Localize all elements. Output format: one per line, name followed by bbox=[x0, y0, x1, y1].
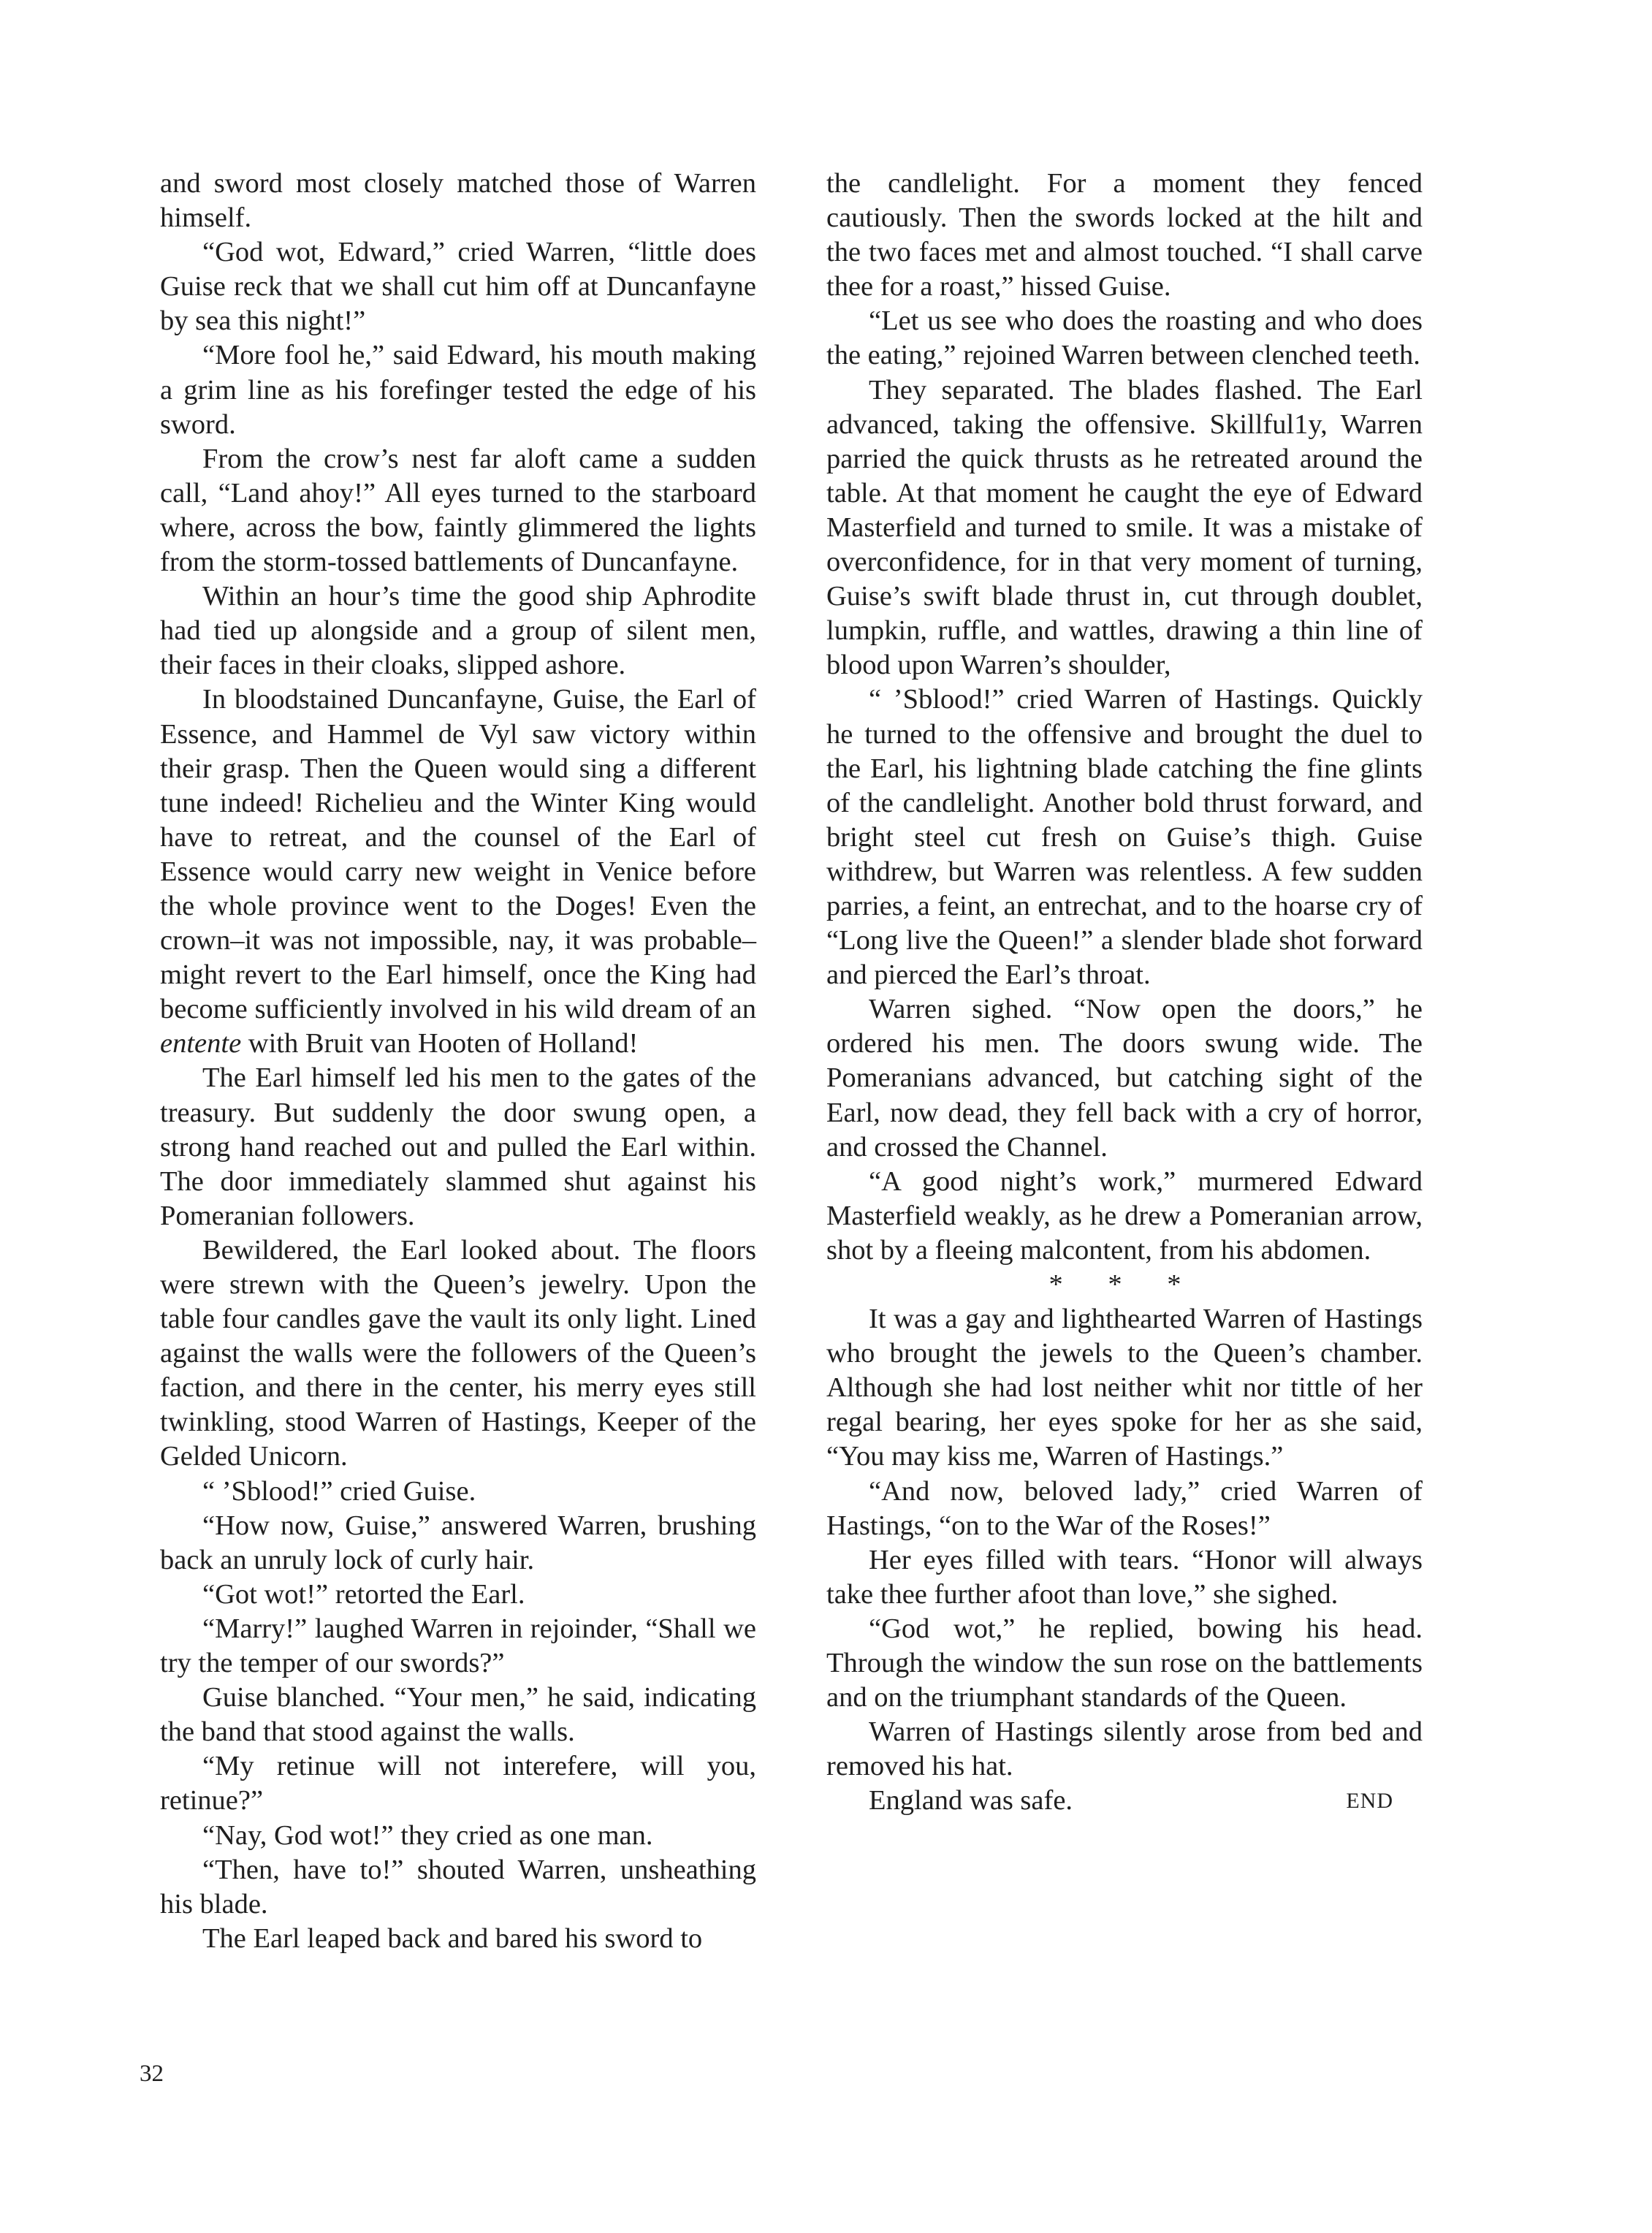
paragraph: “Got wot!” retorted the Earl. bbox=[202, 1578, 525, 1610]
paragraph: Guise blanched. “Your men,” he said, indicating the band that stood against the walls. bbox=[160, 1682, 756, 1748]
paragraph: “ ’Sblood!” cried Warren of Hastings. Quickly he turned to the offensive and brought the duel to the Earl, his lightning blade catching the fine glints of the candlelight. Another bold thrust forward, and bright steel cut fresh on Guise’s thigh. Guise withdrew, but Warren was relentless. A few sudden parries, a feint, an entrechat, and to the hoarse cry of “Long live the Queen!” a slender blade shot forward and pierced the Earl’s throat. bbox=[826, 684, 1423, 991]
paragraph: Bewildered, the Earl looked about. The floors were strewn with the Queen’s jewelry. Upon the table four candles gave the vault its only light. Lined against the walls were the followers of the Queen’s faction, and there in the center, his merry eyes still twinkling, stood Warren of Hastings, Keeper of the Gelded Unicorn. bbox=[160, 1234, 756, 1472]
paragraph-text: England was safe. bbox=[869, 1785, 1073, 1817]
paragraph: The Earl leaped back and bared his sword to bbox=[202, 1922, 703, 1954]
paragraph: The Earl himself led his men to the gates of the treasury. But suddenly the door swung open, a strong hand reached out and pulled the Earl within. The door immediately slammed shut against his Pomeranian followers. bbox=[160, 1062, 756, 1231]
paragraph: Warren of Hastings silently arose from bed and removed his hat. bbox=[826, 1716, 1423, 1782]
final-paragraph bbox=[826, 1784, 1423, 1818]
paragraph: “Marry!” laughed Warren in rejoinder, “Shall we try the temper of our swords?” bbox=[160, 1613, 756, 1679]
paragraph: Within an hour’s time the good ship Aphrodite had tied up alongside and a group of silent men, their faces in their cloaks, slipped ashore. bbox=[160, 581, 756, 681]
paragraph: They separated. The blades flashed. The Earl advanced, taking the offensive. Skillful1y, Warren parried the quick thrusts as he retreated around the table. At that moment he caught the eye of Edward Masterfield and turned to smile. It was a mistake of overconfidence, for in that very moment of turning, Guise’s swift blade thrust in, cut through doublet, lumpkin, ruffle, and wattles, drawing a thin line of blood upon Warren’s shoulder, bbox=[826, 374, 1423, 681]
paragraph: Warren sighed. “Now open the doors,” he ordered his men. The doors swung wide. The Pomeranians advanced, but catching sight of the Earl, now dead, they fell back with a cry of horror, and crossed the Channel. bbox=[826, 994, 1423, 1163]
paragraph: and sword most closely matched those of Warren himself. bbox=[160, 168, 756, 234]
paragraph bbox=[160, 682, 756, 1061]
paragraph-text: with Bruit van Hooten of Holland! bbox=[241, 1028, 639, 1060]
paragraph: “And now, beloved lady,” cried Warren of Hastings, “on to the War of the Roses!” bbox=[826, 1475, 1423, 1541]
paragraph: “A good night’s work,” murmered Edward Masterfield weakly, as he drew a Pomeranian arrow, shot by a fleeing malcontent, from his abdomen. bbox=[826, 1165, 1423, 1266]
paragraph: Her eyes filled with tears. “Honor will always take thee further afoot than love,” she sighed. bbox=[826, 1544, 1423, 1610]
paragraph: From the crow’s nest far aloft came a sudden call, “Land ahoy!” All eyes turned to the starboard where, across the bow, faintly glimmered the lights from the storm-tossed battlements of Duncanfayne. bbox=[160, 443, 756, 578]
paragraph: “Let us see who does the roasting and who does the eating,” rejoined Warren between clenched teeth. bbox=[826, 305, 1423, 371]
end-mark: END bbox=[1346, 1789, 1393, 1814]
left-column bbox=[160, 167, 756, 1956]
paragraph: “Nay, God wot!” they cried as one man. bbox=[202, 1819, 653, 1851]
paragraph: It was a gay and lighthearted Warren of Hastings who brought the jewels to the Queen’s chamber. Although she had lost neither whit nor tittle of her regal bearing, her eyes spoke for her as she said, “You may kiss me, Warren of Hastings.” bbox=[826, 1304, 1423, 1472]
paragraph-text: In bloodstained Duncanfayne, Guise, the Earl of Essence, and Hammel de Vyl saw victory within their grasp. Then the Queen would sing a different tune indeed! Richelieu and the Winter King would have to retreat, and the counsel of the Earl of Essence would carry new weight in Venice before the whole province went to the Doges! Even the crown–it was not impossible, nay, it was probable–might revert to the Earl himself, once the King had become sufficiently involved in his wild dream of an bbox=[160, 684, 756, 1025]
paragraph: “God wot,” he replied, bowing his head. Through the window the sun rose on the battlements and on the triumphant standards of the Queen. bbox=[826, 1613, 1423, 1713]
paragraph: “How now, Guise,” answered Warren, brushing back an unruly lock of curly hair. bbox=[160, 1510, 756, 1575]
right-column bbox=[826, 167, 1423, 1819]
page-number: 32 bbox=[140, 2061, 164, 2087]
paragraph: “More fool he,” said Edward, his mouth making a grim line as his forefinger tested the edge of his sword. bbox=[160, 340, 756, 440]
italic-word: entente bbox=[160, 1028, 242, 1060]
paragraph: “God wot, Edward,” cried Warren, “little does Guise reck that we shall cut him off at Duncanfayne by sea this night!” bbox=[160, 237, 756, 337]
section-separator: * * * bbox=[1048, 1269, 1200, 1300]
paragraph: the candlelight. For a moment they fenced cautiously. Then the swords locked at the hilt and the two faces met and almost touched. “I shall carve thee for a roast,” hissed Guise. bbox=[826, 168, 1423, 303]
paragraph: “My retinue will not interefere, will you, retinue?” bbox=[160, 1751, 756, 1817]
paragraph: “ ’Sblood!” cried Guise. bbox=[202, 1475, 476, 1507]
paragraph: “Then, have to!” shouted Warren, unsheathing his blade. bbox=[160, 1854, 756, 1920]
